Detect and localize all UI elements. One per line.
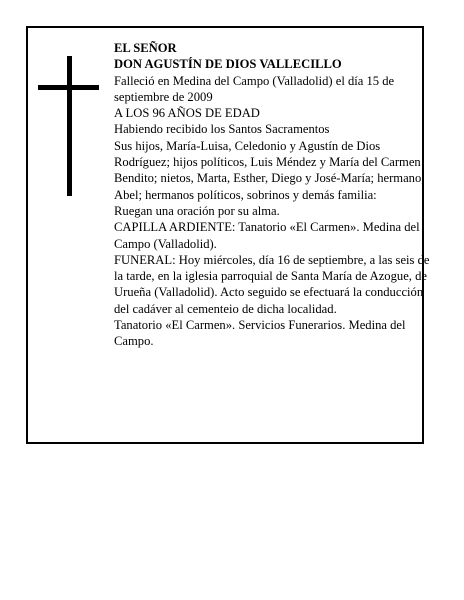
deceased-name: DON AGUSTÍN DE DIOS VALLECILLO (114, 57, 342, 72)
notice-text (114, 40, 430, 350)
chapel-info: CAPILLA ARDIENTE: Tanatorio «El Carmen». Medina del Campo (Valladolid). (114, 220, 420, 251)
death-details: Falleció en Medina del Campo (Valladolid) el día 15 de septiembre de 2009 (114, 73, 395, 104)
sacraments-line: Habiendo recibido los Santos Sacramentos (114, 122, 330, 137)
cross-icon (67, 56, 72, 196)
notice-title: EL SEÑOR (114, 41, 177, 55)
prayer-line: Ruegan una oración por su alma. (114, 203, 280, 218)
cross-icon-bar (38, 85, 99, 90)
services-info: Tanatorio «El Carmen». Servicios Funerarios. Medina del Campo. (114, 318, 406, 349)
funeral-info: FUNERAL: Hoy miércoles, día 16 de septiembre, a las seis de la tarde, en la iglesia parroquial de Santa María de Azogue, de Urueña (Valladolid). Acto seguido se efectuará la conducción del cadáver al cementeio de dicha localidad. (114, 252, 430, 316)
death-notice (26, 26, 430, 444)
age-line: A LOS 96 AÑOS DE EDAD (114, 106, 260, 121)
family-list: Sus hijos, María-Luisa, Celedonio y Agustín de Dios Rodríguez; hijos políticos, Luis Méndez y María del Carmen Bendito; nietos, Marta, Esther, Diego y José-María; hermano, Abel; hermanos políticos, sobrinos y demás familia: (114, 138, 425, 202)
